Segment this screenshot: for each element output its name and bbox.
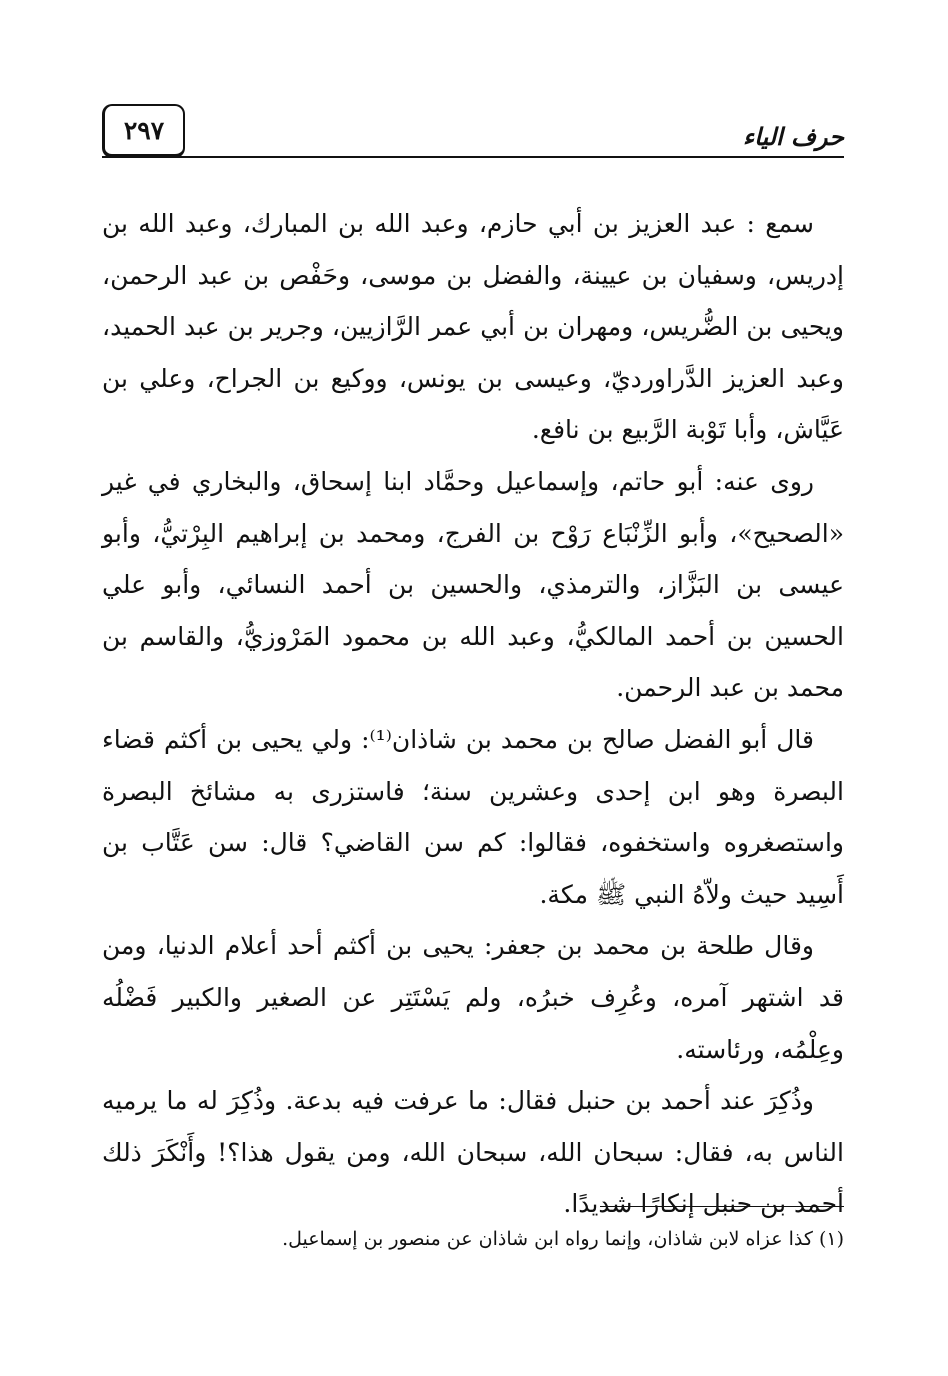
footnote: (١) كذا عزاه لابن شاذان، وإنما رواه ابن شاذان عن منصور بن إسماعيل. xyxy=(282,1228,844,1250)
paragraph-heard-from: سمع : عبد العزيز بن أبي حازم، وعبد الله بن المبارك، وعبد الله بن إدريس، وسفيان بن عيينة، والفضل بن موسى، وحَفْص بن عبد الرحمن، ويحيى بن الضُّريس، ومهران بن أبي عمر الرَّازيين، وجرير بن عبد الحميد، وعبد العزيز الدَّراورديّ، وعيسى بن يونس، ووكيع بن الجراح، وعلي بن عَيَّاش، وأبا تَوْبة الرَّبيع بن نافع. xyxy=(102,209,844,445)
header-divider xyxy=(102,156,844,158)
footnote-divider xyxy=(600,1206,844,1207)
chapter-title: حرف الياء xyxy=(742,122,844,151)
page-body xyxy=(102,198,844,1230)
paragraph-ibn-shadhan: قال أبو الفضل صالح بن محمد بن شاذان⁽¹⁾: ولي يحيى بن أكثم قضاء البصرة وهو ابن إحدى وعشرين سنة؛ فاستزرى به مشائخ البصرة واستصغروه واستخفوه، فقالوا: كم سن القاضي؟ قال: سن عَتَّاب بن أَسِيد حيث ولاّهُ النبي ﷺ مكة. xyxy=(102,724,844,909)
paragraph-talha: وقال طلحة بن محمد بن جعفر: يحيى بن أكثم أحد أعلام الدنيا، ومن قد اشتهر آمره، وعُرِف خبرُه، ولم يَسْتَتِر عن الصغير والكبير فَضْلُه وعِلْمُه، ورئاسته. xyxy=(102,931,844,1064)
page-header xyxy=(102,104,844,162)
paragraph-narrated-from-him: روى عنه: أبو حاتم، وإسماعيل وحمَّاد ابنا إسحاق، والبخاري في غير «الصحيح»، وأبو الزِّنْبَاع رَوْح بن الفرج، ومحمد بن إبراهيم البِرْتيُّ، وأبو عيسى بن البَزَّاز، والترمذي، والحسين بن أحمد النسائي، وأبو علي الحسين بن أحمد المالكيُّ، وعبد الله بن محمود المَرْوزيُّ، والقاسم بن محمد بن عبد الرحمن. xyxy=(102,466,844,703)
page-number: ٢٩٧ xyxy=(102,104,185,158)
paragraph-ahmad-ibn-hanbal: وذُكِرَ عند أحمد بن حنبل فقال: ما عرفت فيه بدعة. وذُكِرَ له ما يرميه الناس به، فقال: سبحان الله، سبحان الله، ومن يقول هذا؟! وأَنْكَرَ ذلك أحمد بن حنبل إنكارًا شديدًا. xyxy=(102,1086,844,1219)
